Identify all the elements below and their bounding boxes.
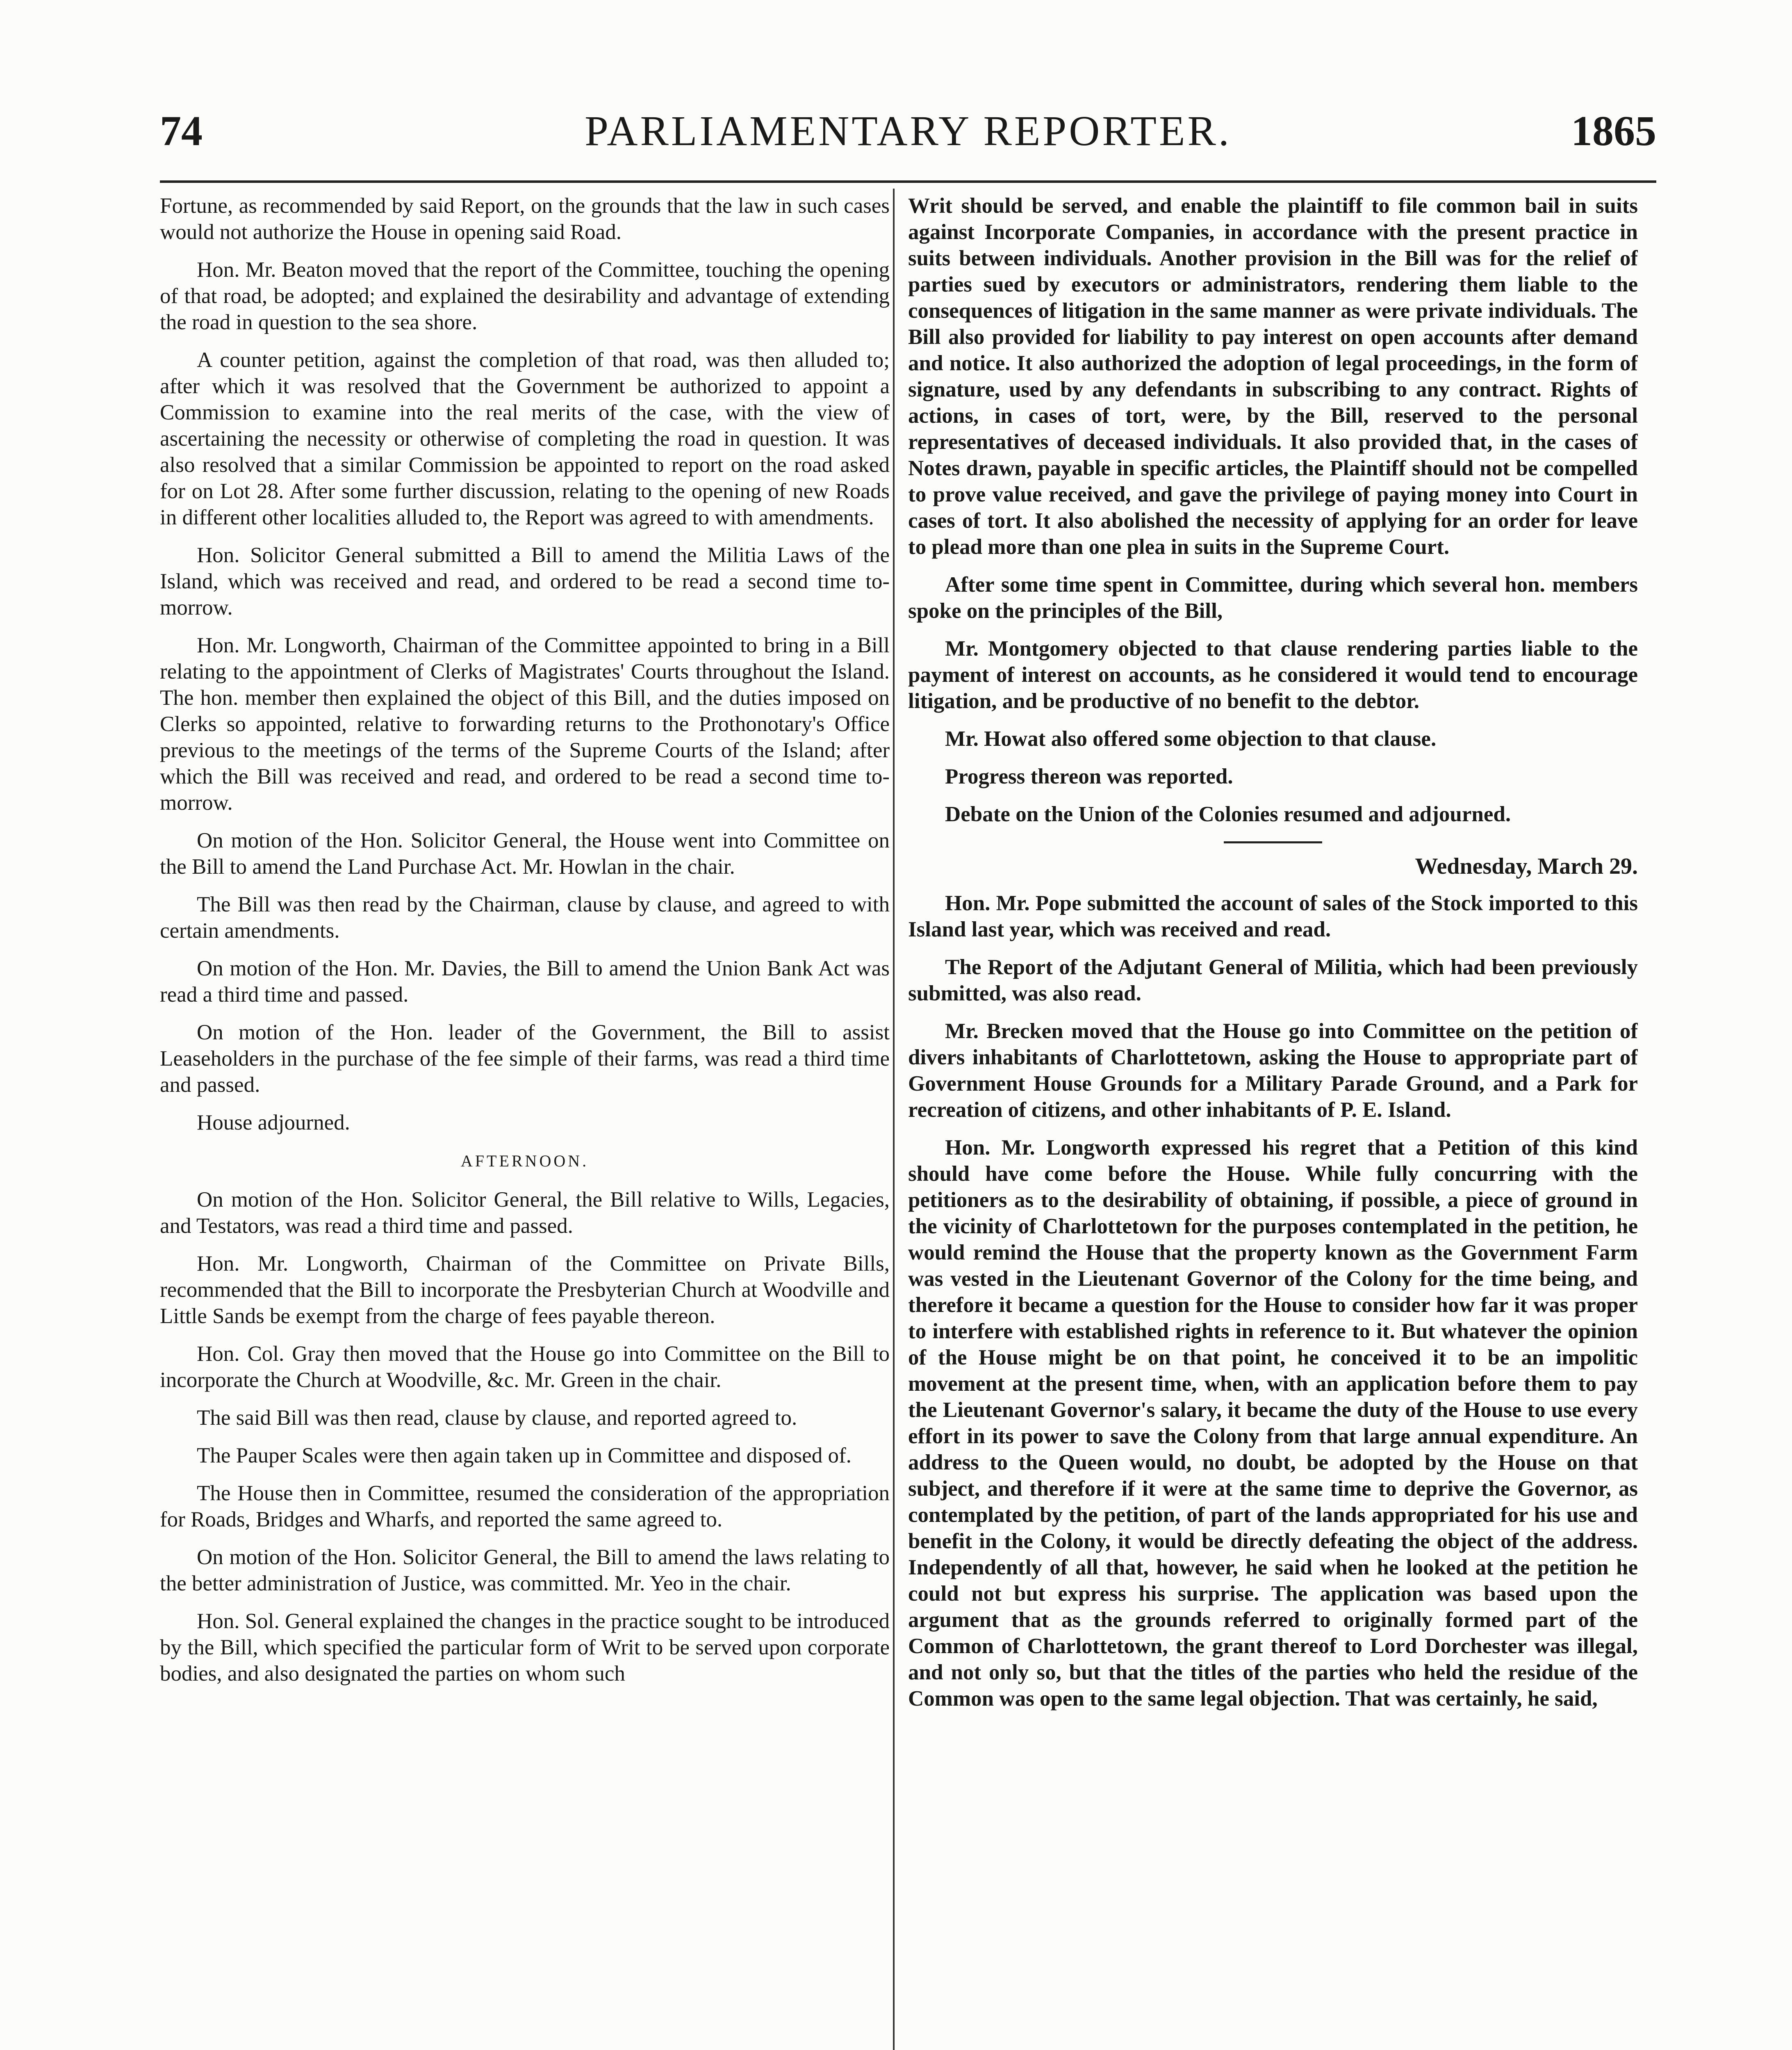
page-header (160, 102, 1656, 164)
paragraph: Mr. Howat also offered some objection to that clause. (945, 727, 1437, 751)
paragraph: Hon. Mr. Longworth, Chairman of the Committee on Private Bills, recommended that the Bill to incorporate the Presbyterian Church at Woodville and Little Sands be exempt from the charge of fees payable thereon. (160, 1252, 890, 1328)
paragraph: The Pauper Scales were then again taken up in Committee and disposed of. (197, 1444, 852, 1467)
paragraph: Progress thereon was reported. (945, 765, 1233, 788)
header-rule (160, 180, 1656, 183)
paragraph: Hon. Mr. Longworth expressed his regret that a Petition of this kind should have come before the House. While fully concurring with the petitioners as to the desirability of obtaining, if possible, a piece of ground in the vicinity of Charlottetown for the purposes contemplated in the petition, he would remind the House that the property known as the Government Farm was vested in the Lieutenant Governor of the Colony for the time being, and therefore it became a question for the House to consider how far it was proper to interfere with established rights in reference to it. But whatever the opinion of the House might be on that point, he conceived it to be an impolitic movement at the present time, when, with an application before them to pay the Lieutenant Governor's salary, it became the duty of the House to use every effort in its power to save the Colony from that large annual expenditure. An address to the Queen would, no doubt, be adopted by the House on that subject, and therefore if it were at the same time to deprive the Governor, as contemplated by the petition, of part of the lands appropriated for his use and benefit in the Colony, it would be directly defeating the object of the address. Independently of all that, however, he said when he looked at the petition he could not but express his surprise. The application was based upon the argument that as the grounds referred to originally formed part of the Common of Charlottetown, the grant thereof to Lord Dorchester was illegal, and not only so, but that the titles of the parties who held the residue of the Common was open to the same legal objection. That was certainly, he said, (908, 1136, 1638, 1711)
column-divider (893, 189, 895, 2050)
paragraph: On motion of the Hon. Solicitor General, the Bill relative to Wills, Legacies, and Testators, was read a third time and passed. (160, 1188, 890, 1238)
paragraph: Fortune, as recommended by said Report, on the grounds that the law in such cases would not authorize the House in opening said Road. (160, 194, 890, 244)
paragraph: Mr. Brecken moved that the House go into Committee on the petition of divers inhabitants of Charlottetown, asking the House to appropriate part of Government House Grounds for a Military Parade Ground, and a Park for recreation of citizens, and other inhabitants of P. E. Island. (908, 1019, 1638, 1122)
year: 1865 (1571, 107, 1656, 155)
paragraph: On motion of the Hon. Solicitor General, the House went into Committee on the Bill to amend the Land Purchase Act. Mr. Howlan in the chair. (160, 829, 890, 879)
paragraph: Hon. Sol. General explained the changes in the practice sought to be introduced by the Bill, which specified the particular form of Writ to be served upon corporate bodies, and also designated the parties on whom such (160, 1609, 890, 1686)
section-rule (1224, 841, 1322, 843)
paragraph: Hon. Mr. Beaton moved that the report of the Committee, touching the opening of that road, be adopted; and explained the desirability and advantage of extending the road in question to the sea shore. (160, 258, 890, 334)
paragraph: On motion of the Hon. Solicitor General, the Bill to amend the laws relating to the better administration of Justice, was committed. Mr. Yeo in the chair. (160, 1545, 890, 1595)
paragraph: The Report of the Adjutant General of Militia, which had been previously submitted, was also read. (908, 955, 1638, 1005)
paragraph: Writ should be served, and enable the plaintiff to file common bail in suits against Incorporate Companies, in accordance with the present practice in suits between individuals. Another provision in the Bill was for the relief of parties sued by executors or administrators, rendering them liable to the consequences of litigation in the same manner as were private individuals. The Bill also provided for liability to pay interest on open accounts after demand and notice. It also authorized the adoption of legal proceedings, in the form of signature, used by any defendants in subscribing to any contract. Rights of actions, in cases of tort, were, by the Bill, reserved to the personal representatives of deceased individuals. It also provided that, in the cases of Notes drawn, payable in specific articles, the Plaintiff should not be compelled to prove value received, and gave the privilege of paying money into Court in cases of tort. It also abolished the necessity of applying for an order for leave to plead more than one plea in suits in the Supreme Court. (908, 194, 1638, 559)
paragraph: A counter petition, against the completion of that road, was then alluded to; after which it was resolved that the Government be authorized to appoint a Commission to examine into the real merits of the case, with the view of ascertaining the necessity or otherwise of completing the road in question. It was also resolved that a similar Commission be appointed to report on the road asked for on Lot 28. After some further discussion, relating to the opening of new Roads in different other localities alluded to, the Report was agreed to with amendments. (160, 348, 890, 529)
paragraph: House adjourned. (197, 1111, 350, 1134)
paragraph: After some time spent in Committee, during which several hon. members spoke on the principles of the Bill, (908, 573, 1638, 623)
running-title: PARLIAMENTARY REPORTER. (585, 107, 1232, 155)
right-column (908, 193, 1638, 2050)
paragraph: The Bill was then read by the Chairman, clause by clause, and agreed to with certain amendments. (160, 893, 890, 943)
afternoon-heading: AFTERNOON. (460, 1152, 589, 1170)
paragraph: Mr. Montgomery objected to that clause rendering parties liable to the payment of interest on accounts, as he considered it would tend to encourage litigation, and be productive of no benefit to the debtor. (908, 637, 1638, 713)
paragraph: The said Bill was then read, clause by clause, and reported agreed to. (197, 1406, 797, 1430)
paragraph: Hon. Col. Gray then moved that the House go into Committee on the Bill to incorporate the Church at Woodville, &c. Mr. Green in the chair. (160, 1342, 890, 1392)
paragraph: On motion of the Hon. Mr. Davies, the Bill to amend the Union Bank Act was read a third time and passed. (160, 957, 890, 1007)
paragraph: The House then in Committee, resumed the consideration of the appropriation for Roads, Bridges and Wharfs, and reported the same agreed to. (160, 1481, 890, 1531)
paragraph: Debate on the Union of the Colonies resumed and adjourned. (945, 802, 1511, 826)
paragraph: Hon. Mr. Pope submitted the account of sales of the Stock imported to this Island last year, which was received and read. (908, 891, 1638, 941)
left-column (160, 193, 890, 2050)
paragraph: Hon. Mr. Longworth, Chairman of the Committee appointed to bring in a Bill relating to the appointment of Clerks of Magistrates' Courts throughout the Island. The hon. member then explained the object of this Bill, and the duties imposed on Clerks so appointed, relative to forwarding returns to the Prothonotary's Office previous to the meetings of the terms of the Supreme Courts of the Island; after which the Bill was received and read, and ordered to be read a second time to-morrow. (160, 633, 890, 815)
paragraph: On motion of the Hon. leader of the Government, the Bill to assist Leaseholders in the purchase of the fee simple of their farms, was read a third time and passed. (160, 1020, 890, 1097)
paragraph: Hon. Solicitor General submitted a Bill to amend the Militia Laws of the Island, which was received and read, and ordered to be read a second time to-morrow. (160, 543, 890, 620)
page-number: 74 (160, 107, 203, 155)
date-heading: Wednesday, March 29. (1415, 854, 1638, 879)
